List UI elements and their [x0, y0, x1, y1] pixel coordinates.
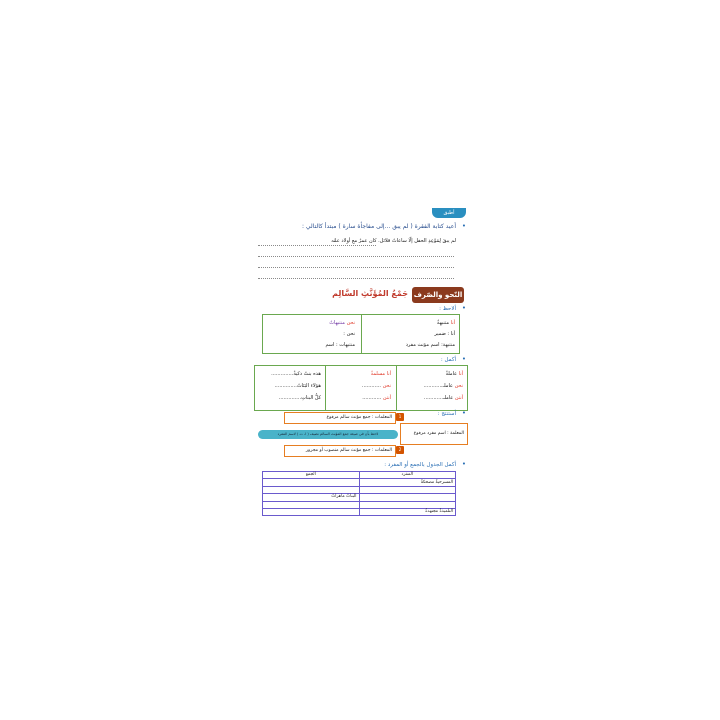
task1-instruction: أعيد كتابة الفقرة ( لم يبق ...إلى مفاجأة سارة ) مبتدأ كالتالي :: [301, 223, 456, 230]
pronoun: نحن: [382, 383, 391, 389]
observe-line: منتبهة: اسم مؤنث مفرد: [405, 342, 455, 348]
table-cell[interactable]: [359, 486, 456, 493]
observe-line: أنا : ضمير: [434, 331, 455, 337]
bullet-icon: •: [461, 222, 466, 230]
table-cell[interactable]: [359, 494, 456, 501]
fill-blank[interactable]: هذه بنتٌ ذكيةٌ..............: [271, 371, 321, 377]
complete-label: أكمل :: [440, 357, 456, 363]
table-cell[interactable]: التلميذةُ مجتهدةٌ: [359, 508, 456, 515]
table-cell[interactable]: المسرحيةُ مضحكةٌ: [359, 479, 456, 486]
singular-plural-table: [262, 471, 456, 516]
step-badge: 1: [396, 413, 404, 421]
complete-box: [254, 365, 468, 411]
worksheet-page: [248, 205, 472, 515]
conclude-text: المعلمات : جمع مؤنث سالم مرفوع: [326, 415, 392, 420]
table-cell[interactable]: [263, 501, 360, 508]
answer-line[interactable]: [258, 256, 454, 257]
table-header: المفرد: [359, 472, 456, 479]
conclude-box-2: [284, 445, 396, 457]
word: مسلمةٌ: [370, 371, 386, 377]
pronoun: أنا: [386, 371, 391, 377]
fill-blank[interactable]: كلُّ البناتِ..............: [278, 395, 321, 401]
bullet-icon: •: [461, 460, 466, 468]
pronoun: نحن: [346, 320, 355, 326]
fill-blank[interactable]: هؤلاء البَنَاتُ..............: [274, 383, 321, 389]
table-cell[interactable]: [263, 508, 360, 515]
conclude-center-box: [400, 423, 468, 445]
answer-line[interactable]: [258, 278, 454, 279]
word: منتبهاتٌ: [329, 320, 345, 326]
complete-divider: [325, 366, 326, 410]
fill-blank[interactable]: ............: [361, 383, 381, 389]
task1-start-line: لم يبقَ لِمَوْعِدِ الحفل إلّا ساعاتٌ قلائل. كان عمرُ مع أولاد عمِّه: [331, 238, 456, 244]
table-cell[interactable]: [263, 486, 360, 493]
pronoun: أنا: [450, 320, 455, 326]
bullet-icon: •: [461, 409, 466, 417]
bullet-icon: •: [461, 304, 466, 312]
pronoun: أنتن: [454, 395, 463, 401]
observe-divider: [361, 315, 362, 353]
table-header: الجمع: [263, 472, 360, 479]
bullet-icon: •: [461, 355, 466, 363]
conclude-box-1: [284, 412, 396, 424]
word: متنبهةٌ: [436, 320, 450, 326]
apply-tab: أطبق: [432, 208, 466, 218]
answer-line[interactable]: [258, 245, 376, 246]
table-cell[interactable]: البناتُ ماهراتٌ: [263, 494, 360, 501]
conclude-text: المعلمة : اسم مفرد مرفوع: [413, 431, 464, 436]
conclude-text: المعلمات : جمع مؤنث سالم منصوب أو مجرور: [305, 448, 392, 453]
table-cell[interactable]: [263, 479, 360, 486]
step-badge: 2: [396, 446, 404, 454]
fill-blank[interactable]: عاملـ............: [423, 395, 454, 401]
pronoun: أنتن: [382, 395, 391, 401]
observe-label: ألاحظ :: [439, 306, 456, 312]
section-badge: النّحو والصّرف: [412, 287, 464, 303]
lesson-title: جَمْعُ المُؤَنَّثِ السَّالِم: [332, 289, 408, 298]
rule-oval: لاحظ بأن في صيغة جمع المؤنث السالم نضيف ( ا، ت ) لاسم المفرد: [258, 430, 398, 439]
fill-blank[interactable]: عاملـ............: [423, 383, 453, 389]
observe-line: منتبهات : اسم: [325, 342, 355, 348]
word: عاملةٌ: [445, 371, 458, 377]
complete-divider: [396, 366, 397, 410]
observe-box: [262, 314, 460, 354]
pronoun: نحن: [454, 383, 463, 389]
pronoun: أنا: [458, 371, 463, 377]
answer-line[interactable]: [258, 267, 454, 268]
table-task-label: أكمل الجدول بالجمع أو المفرد :: [384, 462, 456, 468]
fill-blank[interactable]: ............: [362, 395, 382, 401]
observe-line: نحن :: [343, 331, 355, 337]
table-cell[interactable]: [359, 501, 456, 508]
conclude-label: أستنتج :: [437, 411, 456, 417]
